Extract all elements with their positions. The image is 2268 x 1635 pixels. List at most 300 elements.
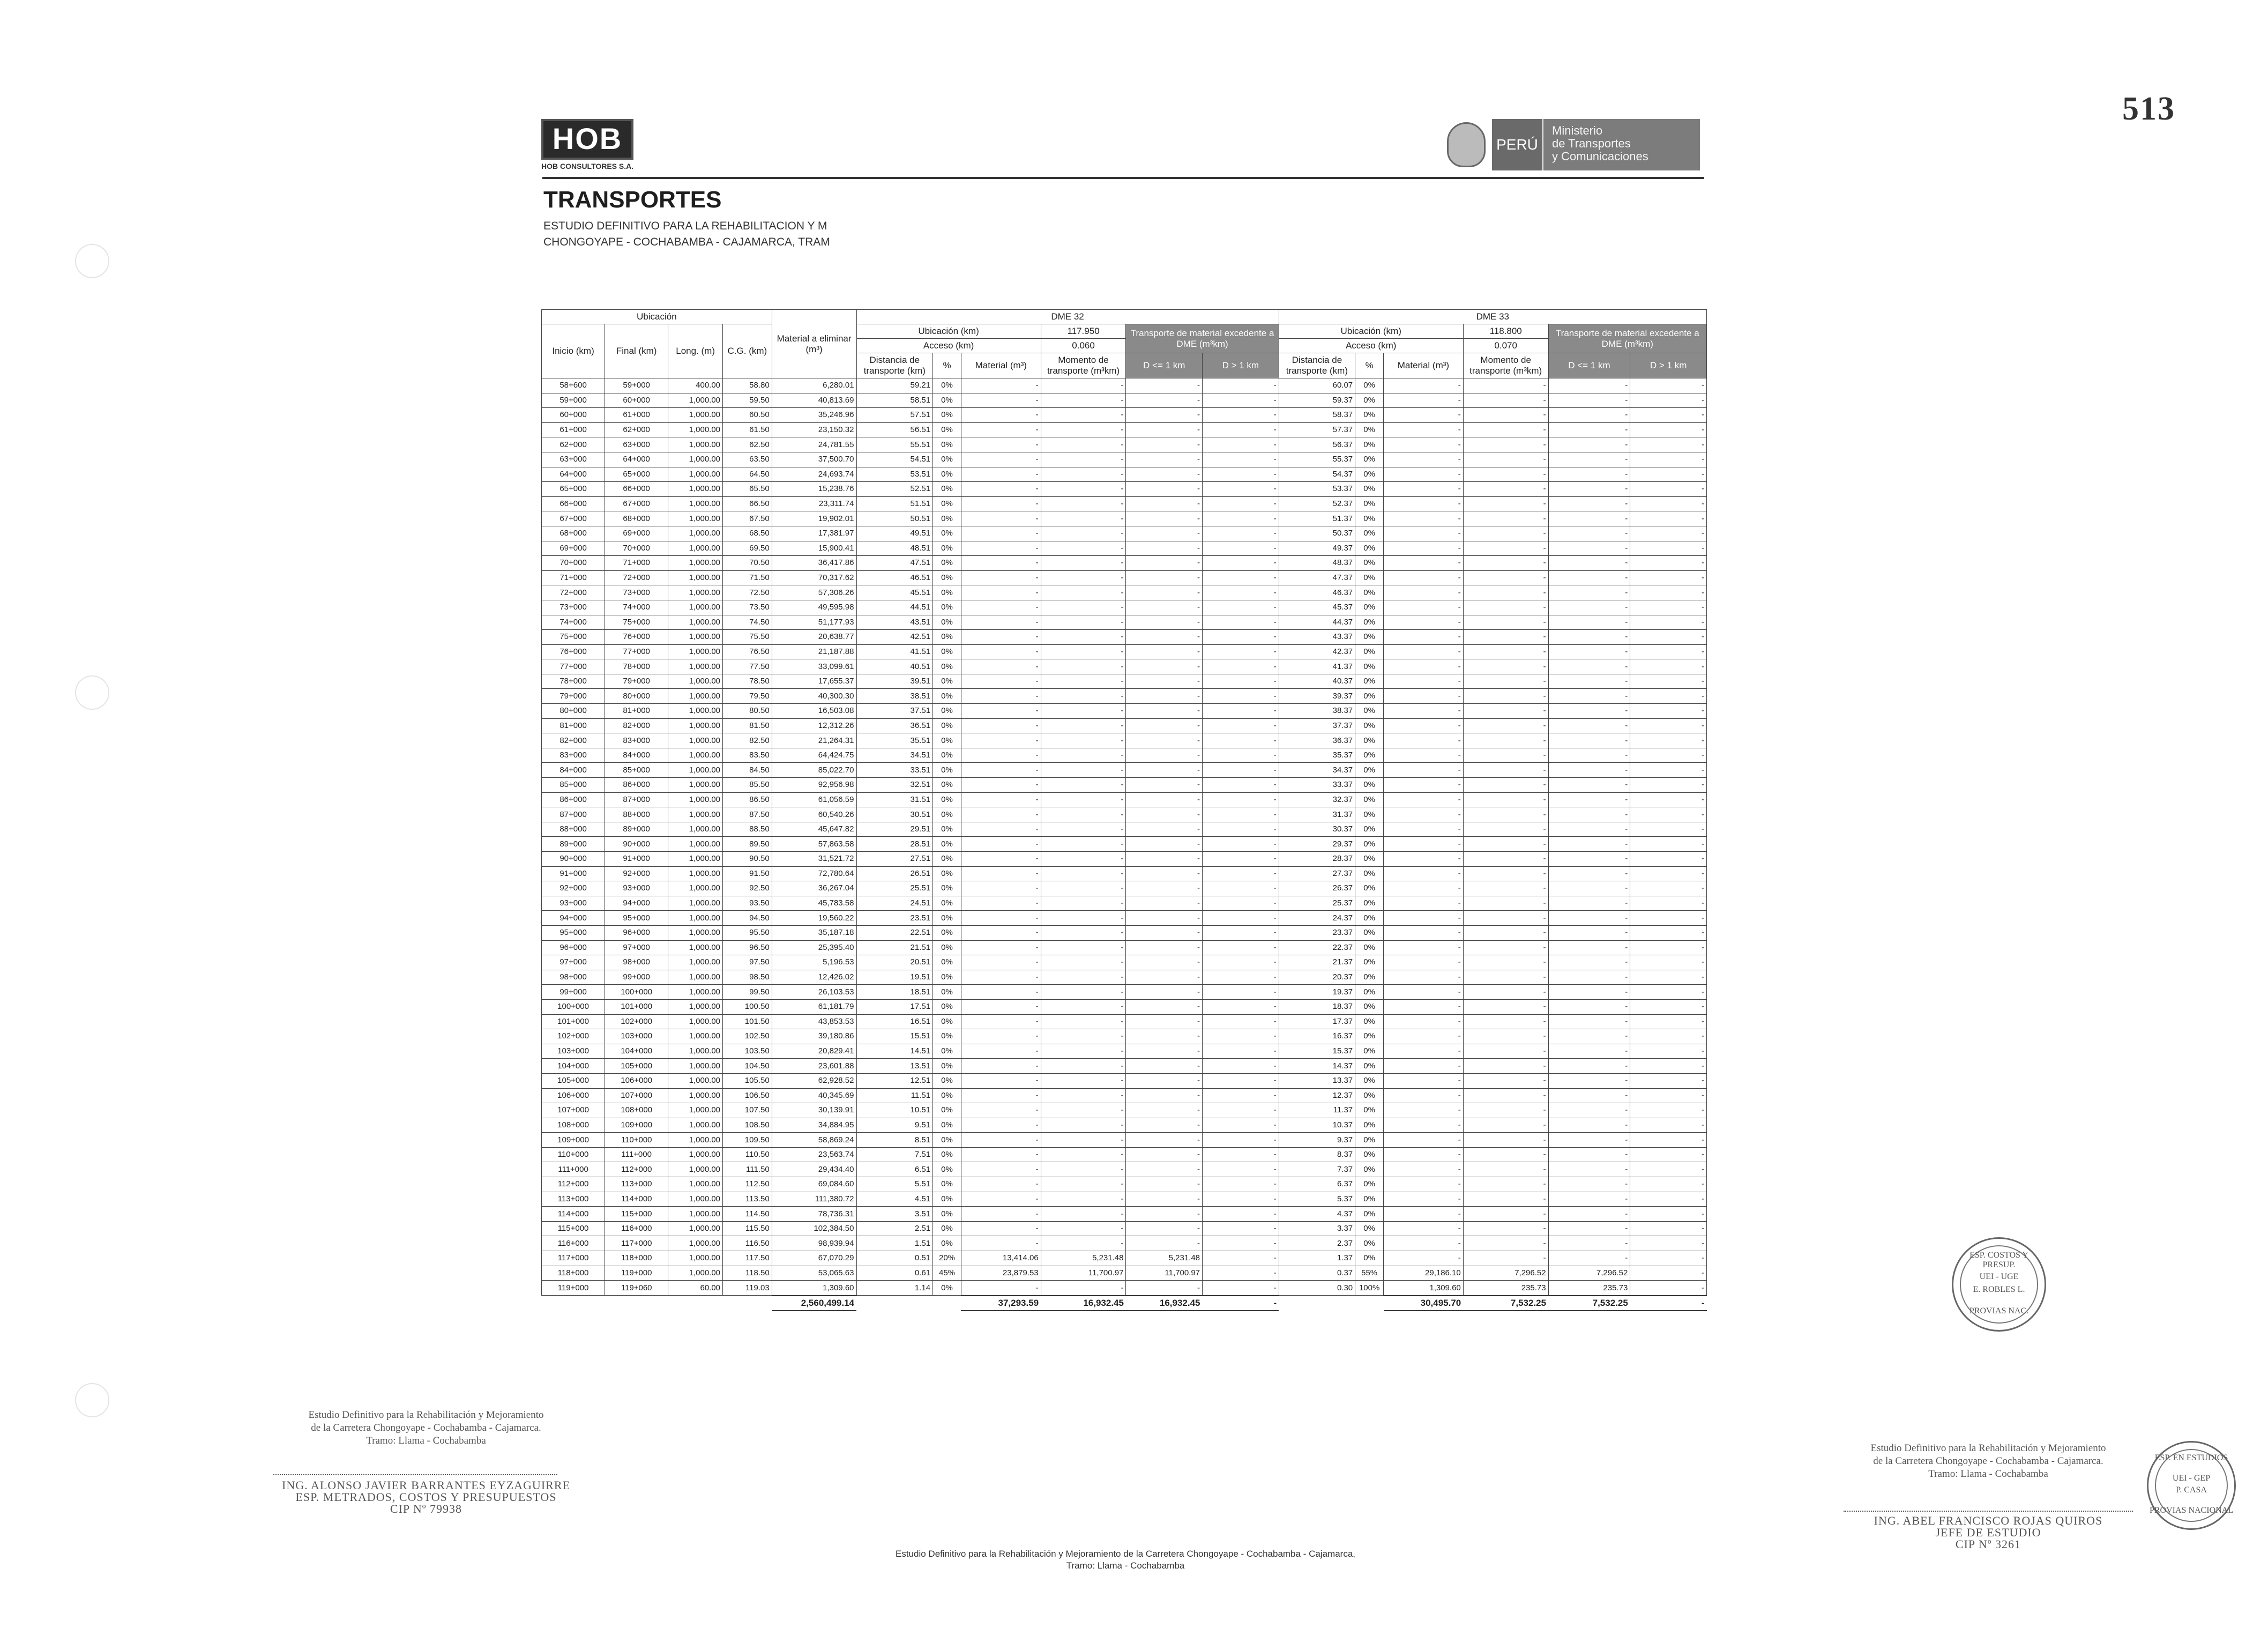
header-long: Long. (m) <box>668 324 723 378</box>
table-cell: - <box>1041 674 1126 689</box>
table-cell: 108.50 <box>723 1118 772 1133</box>
table-cell: - <box>1384 408 1464 423</box>
table-cell: 12.37 <box>1279 1088 1355 1103</box>
table-cell: 114+000 <box>605 1192 668 1207</box>
header-momento: Momento de transporte (m³km) <box>1463 353 1548 378</box>
table-cell: - <box>1463 1118 1548 1133</box>
table-cell: - <box>961 1073 1041 1088</box>
table-cell: 0% <box>1355 940 1384 955</box>
table-cell: 59+000 <box>542 393 605 408</box>
table-cell: 20% <box>933 1251 961 1266</box>
table-cell: 0% <box>933 541 961 556</box>
table-cell: - <box>1384 1118 1464 1133</box>
table-cell: 31.51 <box>856 792 933 807</box>
table-cell: 79.50 <box>723 689 772 704</box>
stamp-text: UEI - GEP <box>2172 1474 2211 1483</box>
ministry-country: PERÚ <box>1492 119 1544 170</box>
table-cell: 0% <box>933 778 961 793</box>
table-cell: - <box>961 1177 1041 1192</box>
header-dme-acceso-value: 0.060 <box>1041 339 1126 353</box>
ministry-line: y Comunicaciones <box>1552 150 1648 163</box>
table-cell: - <box>961 778 1041 793</box>
table-cell: 4.37 <box>1279 1207 1355 1222</box>
header-distancia: Distancia de transporte (km) <box>856 353 933 378</box>
table-cell: 63.50 <box>723 452 772 467</box>
table-cell: 71+000 <box>605 556 668 571</box>
table-cell: 72+000 <box>542 585 605 600</box>
table-cell: - <box>1384 1088 1464 1103</box>
table-cell: - <box>1548 852 1630 867</box>
table-cell: 20,829.41 <box>772 1044 856 1059</box>
table-cell: - <box>1630 955 1707 970</box>
table-cell: - <box>1630 763 1707 778</box>
table-cell: 37.51 <box>856 704 933 719</box>
table-cell: - <box>1384 792 1464 807</box>
table-cell: 0% <box>933 1088 961 1103</box>
table-cell: - <box>961 718 1041 733</box>
table-row <box>542 866 1707 881</box>
table-cell: 15.51 <box>856 1029 933 1044</box>
table-cell: 67.50 <box>723 511 772 526</box>
table-cell: - <box>1041 911 1126 926</box>
table-cell: 0% <box>933 1103 961 1118</box>
header-final: Final (km) <box>605 324 668 378</box>
table-cell: 46.51 <box>856 570 933 585</box>
table-cell: - <box>1041 585 1126 600</box>
table-cell: 60.50 <box>723 408 772 423</box>
table-cell: - <box>1384 1221 1464 1236</box>
table-cell: - <box>1203 422 1279 437</box>
table-cell: - <box>1384 482 1464 497</box>
table-cell: - <box>1463 378 1548 393</box>
table-cell: 17.37 <box>1279 1014 1355 1029</box>
table-cell: - <box>961 511 1041 526</box>
table-cell: - <box>1630 496 1707 511</box>
table-cell: 0% <box>1355 556 1384 571</box>
table-cell: 1,000.00 <box>668 511 723 526</box>
table-cell: - <box>1203 999 1279 1014</box>
table-cell: 71+000 <box>542 570 605 585</box>
table-cell: 62.50 <box>723 437 772 452</box>
table-cell: 40,345.69 <box>772 1088 856 1103</box>
table-cell: 46.37 <box>1279 585 1355 600</box>
table-cell: - <box>961 452 1041 467</box>
table-cell: 0% <box>1355 955 1384 970</box>
table-cell: 14.37 <box>1279 1059 1355 1074</box>
table-cell: - <box>1548 585 1630 600</box>
table-cell: 74.50 <box>723 615 772 630</box>
table-cell: 100+000 <box>605 985 668 1000</box>
table-row <box>542 1207 1707 1222</box>
table-cell: - <box>1548 393 1630 408</box>
table-cell: 0% <box>933 1281 961 1296</box>
table-cell: 105.50 <box>723 1073 772 1088</box>
table-cell: - <box>1203 837 1279 852</box>
table-cell: 1,000.00 <box>668 896 723 911</box>
table-cell: - <box>1630 1266 1707 1281</box>
table-cell: 0% <box>1355 689 1384 704</box>
table-cell: 0% <box>1355 541 1384 556</box>
ministry-line: de Transportes <box>1552 137 1631 150</box>
table-cell: 1,000.00 <box>668 496 723 511</box>
punch-hole <box>75 1383 109 1417</box>
table-cell: 0% <box>933 378 961 393</box>
table-cell: 0% <box>1355 1044 1384 1059</box>
table-cell: 1,000.00 <box>668 1118 723 1133</box>
table-cell: 39.37 <box>1279 689 1355 704</box>
table-cell: 45.37 <box>1279 600 1355 615</box>
table-cell: 1,000.00 <box>668 807 723 822</box>
table-cell: 116+000 <box>542 1236 605 1251</box>
table-cell: 52.37 <box>1279 496 1355 511</box>
table-cell: - <box>1384 1044 1464 1059</box>
table-cell: 67+000 <box>605 496 668 511</box>
table-cell: - <box>1548 1029 1630 1044</box>
table-cell: - <box>1548 1118 1630 1133</box>
table-cell: 58.80 <box>723 378 772 393</box>
table-cell: - <box>1630 674 1707 689</box>
table-cell: - <box>1463 1029 1548 1044</box>
table-cell: 92+000 <box>542 881 605 896</box>
table-row <box>542 1236 1707 1251</box>
table-cell: 74+000 <box>542 615 605 630</box>
table-cell: - <box>1548 1014 1630 1029</box>
table-cell: - <box>1630 733 1707 748</box>
table-cell: - <box>1384 1059 1464 1074</box>
table-cell: 8.37 <box>1279 1147 1355 1162</box>
table-cell: 114.50 <box>723 1207 772 1222</box>
official-stamp <box>1952 1237 2046 1332</box>
table-cell: 86.50 <box>723 792 772 807</box>
table-cell: 75.50 <box>723 630 772 645</box>
table-cell: 19.37 <box>1279 985 1355 1000</box>
table-cell: 40,300.30 <box>772 689 856 704</box>
table-cell: 0% <box>933 1177 961 1192</box>
table-cell: 118.50 <box>723 1266 772 1281</box>
table-cell: 35,246.96 <box>772 408 856 423</box>
table-row <box>542 1177 1707 1192</box>
table-cell: 96+000 <box>605 925 668 940</box>
signature-text: de la Carretera Chongoyape - Cochabamba - Cajamarca. <box>311 1422 541 1433</box>
table-cell: 44.51 <box>856 600 933 615</box>
table-cell: 3.37 <box>1279 1221 1355 1236</box>
table-cell: - <box>1384 852 1464 867</box>
table-cell: 56.51 <box>856 422 933 437</box>
table-cell: 0% <box>1355 467 1384 482</box>
table-cell: 44.37 <box>1279 615 1355 630</box>
table-cell: 1,000.00 <box>668 763 723 778</box>
table-cell: 0% <box>933 896 961 911</box>
table-cell: 17,381.97 <box>772 526 856 541</box>
table-cell: 8.51 <box>856 1133 933 1148</box>
table-cell: - <box>1384 748 1464 763</box>
header-dme-acceso-label: Acceso (km) <box>1279 339 1463 353</box>
table-cell: - <box>1463 1014 1548 1029</box>
table-cell: - <box>1041 408 1126 423</box>
table-cell: 89+000 <box>542 837 605 852</box>
table-cell: 0% <box>1355 1059 1384 1074</box>
table-cell: 53,065.63 <box>772 1266 856 1281</box>
table-cell: 92+000 <box>605 866 668 881</box>
table-cell: - <box>1126 600 1203 615</box>
table-cell: 87+000 <box>542 807 605 822</box>
table-cell: - <box>1463 911 1548 926</box>
table-cell: 0% <box>1355 526 1384 541</box>
table-cell: 0% <box>1355 511 1384 526</box>
table-cell: - <box>1463 630 1548 645</box>
signature-line <box>1844 1511 2133 1512</box>
table-cell: - <box>1126 467 1203 482</box>
table-cell: 0% <box>933 437 961 452</box>
table-cell: 1,000.00 <box>668 1192 723 1207</box>
table-cell: 30,139.91 <box>772 1103 856 1118</box>
table-cell: - <box>1630 600 1707 615</box>
table-cell: 0% <box>933 748 961 763</box>
table-cell: - <box>961 615 1041 630</box>
table-cell: 91+000 <box>605 852 668 867</box>
table-cell: 78.50 <box>723 674 772 689</box>
table-cell: 57,863.58 <box>772 837 856 852</box>
table-cell: 87+000 <box>605 792 668 807</box>
table-cell: - <box>961 1103 1041 1118</box>
table-row <box>542 852 1707 867</box>
table-cell: 50.51 <box>856 511 933 526</box>
table-cell: - <box>1203 556 1279 571</box>
table-cell: 70,317.62 <box>772 570 856 585</box>
table-cell: - <box>1630 778 1707 793</box>
table-cell: 92,956.98 <box>772 778 856 793</box>
table-cell: 36,267.04 <box>772 881 856 896</box>
table-cell: - <box>1203 852 1279 867</box>
table-cell: 115+000 <box>542 1221 605 1236</box>
table-cell: 0% <box>1355 1073 1384 1088</box>
table-cell: 0% <box>933 467 961 482</box>
table-cell: 0% <box>1355 763 1384 778</box>
table-cell: 1,000.00 <box>668 718 723 733</box>
table-cell: - <box>1630 1236 1707 1251</box>
table-cell: 76+000 <box>542 644 605 659</box>
table-cell: - <box>1384 718 1464 733</box>
table-cell: 102+000 <box>542 1029 605 1044</box>
table-cell: - <box>1203 378 1279 393</box>
table-cell: 0% <box>1355 1118 1384 1133</box>
table-cell: 47.37 <box>1279 570 1355 585</box>
table-cell: 118+000 <box>542 1266 605 1281</box>
table-cell: 111,380.72 <box>772 1192 856 1207</box>
table-cell: - <box>1203 1059 1279 1074</box>
table-cell: 0% <box>1355 1192 1384 1207</box>
table-cell: - <box>1203 822 1279 837</box>
table-cell: - <box>1041 1207 1126 1222</box>
table-cell: 0% <box>1355 437 1384 452</box>
table-cell: - <box>1548 1073 1630 1088</box>
table-cell: - <box>1126 911 1203 926</box>
document-subtitle: ESTUDIO DEFINITIVO PARA LA REHABILITACION Y M <box>543 220 827 232</box>
header-d-le1: D <= 1 km <box>1126 353 1203 378</box>
table-row <box>542 1266 1707 1281</box>
table-cell: - <box>1548 970 1630 985</box>
table-cell: 61,056.59 <box>772 792 856 807</box>
table-cell: - <box>961 408 1041 423</box>
signatory-left <box>268 1480 584 1515</box>
table-cell: - <box>1126 1014 1203 1029</box>
table-cell: - <box>1384 733 1464 748</box>
table-cell: - <box>1384 496 1464 511</box>
table-cell: - <box>961 393 1041 408</box>
table-cell: 60+000 <box>605 393 668 408</box>
table-cell: 25.51 <box>856 881 933 896</box>
table-cell: 0% <box>1355 911 1384 926</box>
table-cell: 84.50 <box>723 763 772 778</box>
table-cell: 29.51 <box>856 822 933 837</box>
table-cell: - <box>961 1088 1041 1103</box>
table-cell: - <box>961 1044 1041 1059</box>
table-cell: - <box>1203 778 1279 793</box>
table-cell: - <box>1463 496 1548 511</box>
table-cell: - <box>1630 570 1707 585</box>
table-cell: - <box>1041 985 1126 1000</box>
table-cell: - <box>1463 704 1548 719</box>
table-cell: 1,000.00 <box>668 393 723 408</box>
table-cell: - <box>1126 1073 1203 1088</box>
table-cell: 12,426.02 <box>772 970 856 985</box>
header-d-le1: D <= 1 km <box>1548 353 1630 378</box>
table-cell: 0% <box>1355 733 1384 748</box>
table-cell: - <box>1630 985 1707 1000</box>
table-cell: - <box>1384 689 1464 704</box>
table-cell: 13.37 <box>1279 1073 1355 1088</box>
table-cell: 80+000 <box>542 704 605 719</box>
table-cell: - <box>1548 955 1630 970</box>
table-cell: - <box>1126 896 1203 911</box>
table-cell: 31.37 <box>1279 807 1355 822</box>
table-row <box>542 674 1707 689</box>
table-cell: - <box>961 911 1041 926</box>
table-cell: 7.37 <box>1279 1162 1355 1177</box>
table-cell: 101+000 <box>542 1014 605 1029</box>
table-row <box>542 896 1707 911</box>
table-cell: - <box>1203 630 1279 645</box>
table-cell: - <box>1630 852 1707 867</box>
table-cell: 29.37 <box>1279 837 1355 852</box>
table-cell: - <box>1126 807 1203 822</box>
table-cell: - <box>1203 393 1279 408</box>
table-cell: - <box>1203 615 1279 630</box>
ministry-logo <box>1447 119 1700 170</box>
table-cell: - <box>1463 452 1548 467</box>
table-cell: 6,280.01 <box>772 378 856 393</box>
punch-hole <box>75 675 109 710</box>
table-cell: 1,000.00 <box>668 570 723 585</box>
table-row <box>542 763 1707 778</box>
table-cell: 0% <box>1355 408 1384 423</box>
table-cell: 41.51 <box>856 644 933 659</box>
table-cell: - <box>1463 689 1548 704</box>
table-cell: 235.73 <box>1463 1281 1548 1296</box>
total-dme33-momento: 7,532.25 <box>1463 1296 1548 1311</box>
table-cell: 1,000.00 <box>668 422 723 437</box>
signatory-role: JEFE DE ESTUDIO <box>1935 1526 2041 1539</box>
totals-spacer <box>1279 1296 1383 1311</box>
table-cell: - <box>1203 1133 1279 1148</box>
table-cell: - <box>1463 955 1548 970</box>
table-row <box>542 733 1707 748</box>
table-cell: 67+000 <box>542 511 605 526</box>
table-cell: 0% <box>1355 378 1384 393</box>
table-cell: - <box>1630 1147 1707 1162</box>
table-cell: 61.50 <box>723 422 772 437</box>
table-cell: 0% <box>933 570 961 585</box>
table-cell: 102,384.50 <box>772 1221 856 1236</box>
table-cell: 1,309.60 <box>772 1281 856 1296</box>
official-stamp <box>2147 1441 2236 1530</box>
table-cell: 0% <box>933 807 961 822</box>
table-cell: 1,000.00 <box>668 1177 723 1192</box>
table-row <box>542 1088 1707 1103</box>
table-cell: - <box>1126 585 1203 600</box>
table-cell: - <box>1630 704 1707 719</box>
table-cell: 55% <box>1355 1266 1384 1281</box>
table-cell: - <box>961 792 1041 807</box>
table-cell: 0% <box>1355 1088 1384 1103</box>
table-cell: 1.51 <box>856 1236 933 1251</box>
table-cell: 0% <box>1355 822 1384 837</box>
table-cell: 61,181.79 <box>772 999 856 1014</box>
table-cell: 24.37 <box>1279 911 1355 926</box>
table-cell: 35,187.18 <box>772 925 856 940</box>
table-cell: 59+000 <box>605 378 668 393</box>
table-cell: - <box>1463 763 1548 778</box>
table-cell: - <box>1384 674 1464 689</box>
table-cell: 81+000 <box>605 704 668 719</box>
ministry-name <box>1543 119 1700 170</box>
table-cell: 1,000.00 <box>668 1014 723 1029</box>
punch-hole <box>75 244 109 278</box>
header-dme-acceso-value: 0.070 <box>1463 339 1548 353</box>
table-cell: - <box>1041 1221 1126 1236</box>
table-cell: 4.51 <box>856 1192 933 1207</box>
table-cell: - <box>961 1133 1041 1148</box>
table-cell: 99.50 <box>723 985 772 1000</box>
table-cell: - <box>1463 822 1548 837</box>
table-cell: 0% <box>1355 748 1384 763</box>
table-cell: 108+000 <box>605 1103 668 1118</box>
table-cell: - <box>1463 1221 1548 1236</box>
table-cell: 84+000 <box>605 748 668 763</box>
header-dme-ubicacion-value: 117.950 <box>1041 324 1126 339</box>
table-cell: 109+000 <box>542 1133 605 1148</box>
table-cell: 59.21 <box>856 378 933 393</box>
page-footer <box>804 1548 1447 1572</box>
table-cell: 51,177.93 <box>772 615 856 630</box>
table-cell: 5,231.48 <box>1126 1251 1203 1266</box>
table-cell: 0% <box>933 600 961 615</box>
table-cell: 0% <box>933 704 961 719</box>
table-cell: 60+000 <box>542 408 605 423</box>
table-cell: 7.51 <box>856 1147 933 1162</box>
table-cell: - <box>1463 999 1548 1014</box>
table-cell: 0% <box>1355 985 1384 1000</box>
table-row <box>542 704 1707 719</box>
table-cell: 95.50 <box>723 925 772 940</box>
table-cell: - <box>1463 1103 1548 1118</box>
table-cell: 1,000.00 <box>668 644 723 659</box>
table-cell: - <box>1126 496 1203 511</box>
table-cell: - <box>1041 556 1126 571</box>
table-cell: 83.50 <box>723 748 772 763</box>
table-cell: - <box>1630 422 1707 437</box>
table-cell: 7,296.52 <box>1463 1266 1548 1281</box>
